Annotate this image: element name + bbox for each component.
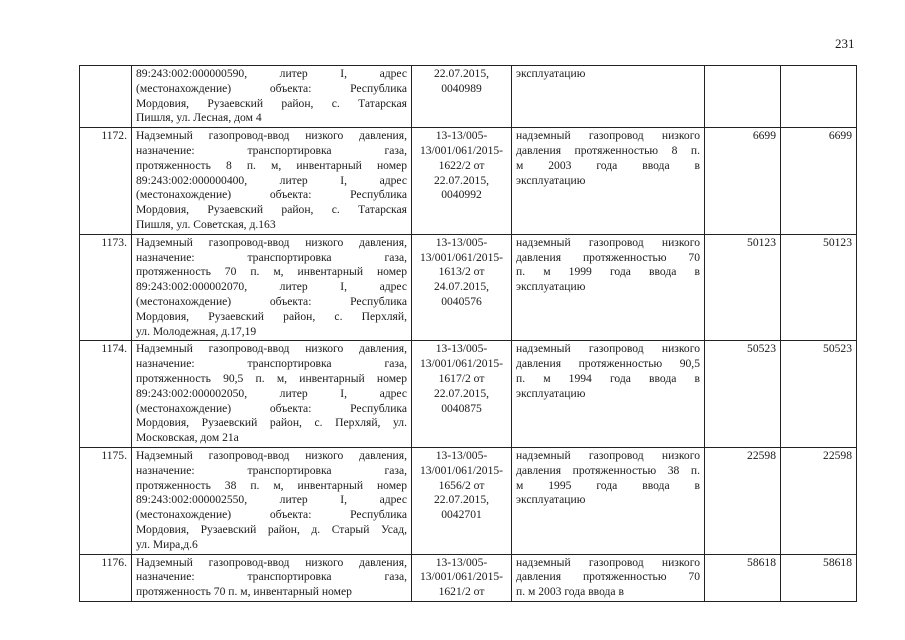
object-description-line: назначение: транспортировка газа, <box>136 463 407 477</box>
row-number: 1175. <box>80 447 132 554</box>
object-characteristics-line: п. м 1994 года ввода в <box>516 371 700 385</box>
object-description-line: Надземный газопровод-ввод низкого давления, <box>136 448 407 462</box>
object-description-line: Мордовия, Рузаевский район, д. Старый Усад, <box>136 522 407 536</box>
registration-record-line: 13-13/005- <box>435 235 488 249</box>
object-description-line: протяженность 90,5 п. м, инвентарный номер <box>136 371 407 385</box>
value-col6: 22598 <box>781 447 857 554</box>
registration-record-line: 0040992 <box>441 188 482 202</box>
object-characteristics-line: давления протяженностью 70 <box>516 570 700 584</box>
object-characteristics-line: давления протяженностью 38 п. <box>516 463 700 477</box>
object-description-line: (местонахождение) объекта: Республика <box>136 81 407 95</box>
table-row <box>80 341 857 448</box>
object-description-line: Московская, дом 21а <box>136 431 239 445</box>
object-description <box>132 554 412 601</box>
registration-record-line: 13/001/061/2015- <box>419 357 504 371</box>
value-col6: 6699 <box>781 128 857 235</box>
value-col6: 50123 <box>781 234 857 341</box>
object-characteristics-line: эксплуатацию <box>516 280 586 294</box>
registration-record <box>412 66 512 128</box>
object-characteristics-line: надземный газопровод низкого <box>516 235 700 249</box>
table-row <box>80 447 857 554</box>
registration-record-line: 0042701 <box>441 508 482 522</box>
object-description-line: ул. Мира,д.6 <box>136 537 198 551</box>
object-description <box>132 447 412 554</box>
object-description-line: (местонахождение) объекта: Республика <box>136 294 407 308</box>
object-description-line: Пишля, ул. Лесная, дом 4 <box>136 111 262 125</box>
registry-body <box>80 66 857 602</box>
value-col5: 50523 <box>705 341 781 448</box>
object-description-line: (местонахождение) объекта: Республика <box>136 508 407 522</box>
row-number: 1174. <box>80 341 132 448</box>
registration-record-line: 13-13/005- <box>435 555 488 569</box>
object-description-line: Надземный газопровод-ввод низкого давления, <box>136 555 407 569</box>
object-description-line: (местонахождение) объекта: Республика <box>136 401 407 415</box>
table-row <box>80 234 857 341</box>
object-description-line: Мордовия, Рузаевский район, с. Татарская <box>136 203 407 217</box>
object-description-line: 89:243:002:000002550, литер I, адрес <box>136 493 407 507</box>
object-description-line: назначение: транспортировка газа, <box>136 570 407 584</box>
object-characteristics-line: давления протяженностью 70 <box>516 250 700 264</box>
registration-record-line: 22.07.2015, <box>433 493 490 507</box>
registration-record-line: 1617/2 от <box>438 371 485 385</box>
object-characteristics-line: эксплуатацию <box>516 386 586 400</box>
object-characteristics-line: надземный газопровод низкого <box>516 129 700 143</box>
registration-record <box>412 128 512 235</box>
object-description-line: протяженность 38 п. м, инвентарный номер <box>136 478 407 492</box>
object-characteristics-line: надземный газопровод низкого <box>516 342 700 356</box>
object-description-line: Мордовия, Рузаевский район, с. Перхляй, <box>136 309 407 323</box>
registration-record-line: 1613/2 от <box>438 265 485 279</box>
table-row <box>80 66 857 128</box>
registration-record <box>412 554 512 601</box>
table-row <box>80 128 857 235</box>
value-col6: 50523 <box>781 341 857 448</box>
object-characteristics-line: эксплуатацию <box>516 67 586 80</box>
value-col5: 22598 <box>705 447 781 554</box>
object-characteristics-line: эксплуатацию <box>516 493 586 507</box>
object-description-line: протяженность 8 п. м, инвентарный номер <box>136 158 407 172</box>
registry-table <box>79 65 857 602</box>
object-description-line: 89:243:002:000000400, литер I, адрес <box>136 173 407 187</box>
object-description-line: Пишля, ул. Советская, д.163 <box>136 217 276 231</box>
value-col6: 58618 <box>781 554 857 601</box>
row-number: 1176. <box>80 554 132 601</box>
object-characteristics-line: п. м 1999 года ввода в <box>516 265 700 279</box>
table-row <box>80 554 857 601</box>
object-description-line: протяженность 70 п. м, инвентарный номер <box>136 265 407 279</box>
object-characteristics-line: давления протяженностью 90,5 <box>516 357 700 371</box>
object-characteristics-line: м 2003 года ввода в <box>516 158 700 172</box>
registration-record-line: 0040576 <box>441 294 482 308</box>
object-characteristics-line: надземный газопровод низкого <box>516 555 700 569</box>
object-description-line: Мордовия, Рузаевский район, с. Татарская <box>136 96 407 110</box>
object-description-line: 89:243:002:000002070, литер I, адрес <box>136 280 407 294</box>
row-number: 1172. <box>80 128 132 235</box>
value-col5: 50123 <box>705 234 781 341</box>
object-description-line: Надземный газопровод-ввод низкого давления, <box>136 129 407 143</box>
value-col5: 6699 <box>705 128 781 235</box>
value-col5: 58618 <box>705 554 781 601</box>
object-description-line: Мордовия, Рузаевский район, с. Перхляй, ул. <box>136 416 407 430</box>
object-description-line: назначение: транспортировка газа, <box>136 357 407 371</box>
object-description <box>132 341 412 448</box>
registration-record-line: 13-13/005- <box>435 129 488 143</box>
registration-record-line: 1621/2 от <box>438 585 485 599</box>
registration-record-line: 24.07.2015, <box>433 280 490 294</box>
registration-record-line: 13/001/061/2015- <box>419 463 504 477</box>
registration-record-line: 13-13/005- <box>435 448 488 462</box>
registration-record-line: 22.07.2015, <box>433 173 490 187</box>
object-description-line: 89:243:002:000000590, литер I, адрес <box>136 67 407 80</box>
registration-record-line: 13/001/061/2015- <box>419 570 504 584</box>
object-description-line: (местонахождение) объекта: Республика <box>136 188 407 202</box>
value-col5 <box>705 66 781 128</box>
object-description-line: Надземный газопровод-ввод низкого давления, <box>136 342 407 356</box>
object-characteristics <box>512 234 705 341</box>
page-number: 231 <box>835 36 855 51</box>
registration-record-line: 13/001/061/2015- <box>419 250 504 264</box>
object-description-line: ул. Молодежная, д.17,19 <box>136 324 257 338</box>
registration-record <box>412 234 512 341</box>
object-description-line: Надземный газопровод-ввод низкого давления, <box>136 235 407 249</box>
object-characteristics <box>512 128 705 235</box>
value-col6 <box>781 66 857 128</box>
registration-record-line: 13/001/061/2015- <box>419 143 504 157</box>
registration-record-line: 0040875 <box>441 401 482 415</box>
registration-record-line: 22.07.2015, <box>433 386 490 400</box>
object-characteristics-line: эксплуатацию <box>516 173 586 187</box>
object-characteristics <box>512 554 705 601</box>
object-characteristics-line: надземный газопровод низкого <box>516 448 700 462</box>
object-characteristics <box>512 66 705 128</box>
object-description-line: назначение: транспортировка газа, <box>136 143 407 157</box>
object-characteristics-line: п. м 2003 года ввода в <box>516 585 624 599</box>
registration-record <box>412 447 512 554</box>
object-description-line: 89:243:002:000002050, литер I, адрес <box>136 386 407 400</box>
object-description-line: назначение: транспортировка газа, <box>136 250 407 264</box>
object-characteristics <box>512 447 705 554</box>
object-description <box>132 234 412 341</box>
registration-record-line: 0040989 <box>441 81 482 95</box>
object-characteristics <box>512 341 705 448</box>
row-number: 1173. <box>80 234 132 341</box>
object-characteristics-line: давления протяженностью 8 п. <box>516 143 700 157</box>
registration-record-line: 1622/2 от <box>438 158 485 172</box>
object-description <box>132 66 412 128</box>
object-description-line: протяженность 70 п. м, инвентарный номер <box>136 585 352 599</box>
registration-record-line: 13-13/005- <box>435 342 488 356</box>
registration-record-line: 1656/2 от <box>438 478 485 492</box>
object-characteristics-line: м 1995 года ввода в <box>516 478 700 492</box>
row-number <box>80 66 132 128</box>
registration-record <box>412 341 512 448</box>
registration-record-line: 22.07.2015, <box>433 67 490 80</box>
object-description <box>132 128 412 235</box>
